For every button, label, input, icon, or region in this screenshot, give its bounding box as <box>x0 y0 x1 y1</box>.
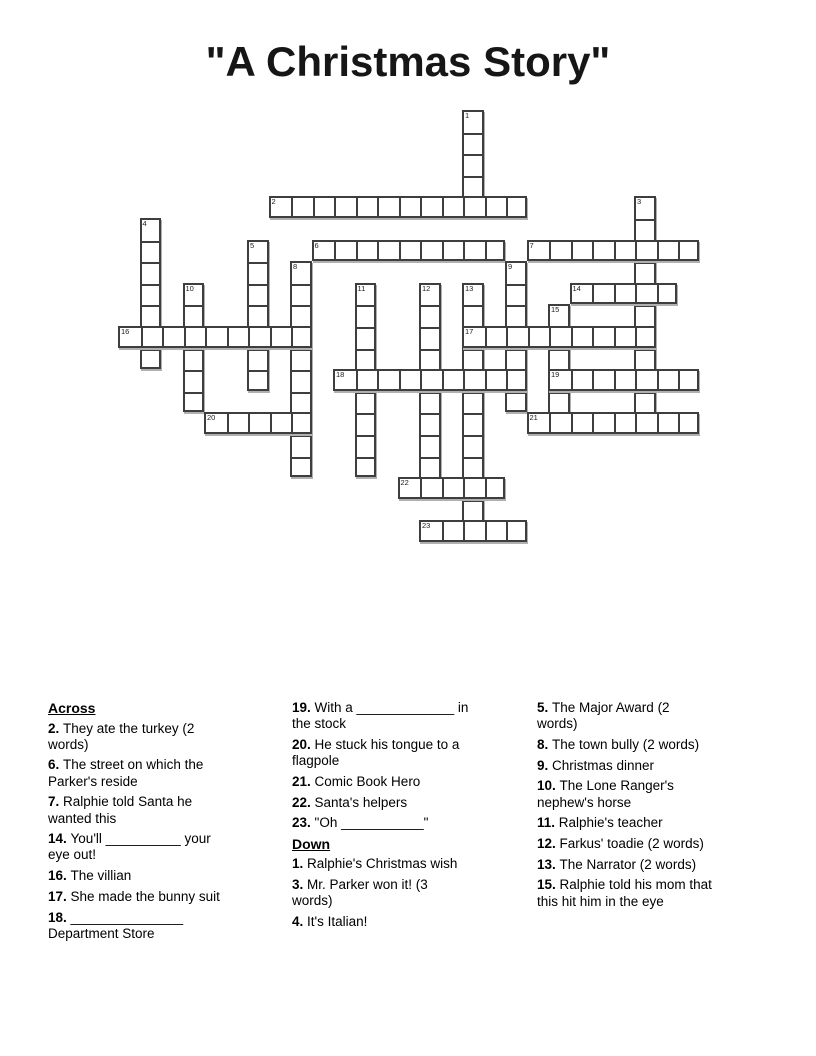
cell-border <box>249 370 267 372</box>
clue-number-label: 14. <box>48 831 71 847</box>
clue-number-label: 18. <box>48 909 71 925</box>
cell-border <box>249 305 267 307</box>
cell-border <box>614 328 616 346</box>
cell-border <box>227 414 229 432</box>
cell-border <box>464 392 482 394</box>
clue-20: 20. He stuck his tongue to a flagpole <box>292 736 460 769</box>
cell-border <box>635 371 637 389</box>
cell-border <box>506 328 508 346</box>
cell-border <box>142 284 160 286</box>
cell-border <box>421 349 439 351</box>
cell-border <box>507 284 525 286</box>
word-10-down[interactable] <box>183 283 205 413</box>
clue-number-label: 10. <box>537 778 560 794</box>
cell-border <box>356 371 358 389</box>
cell-border <box>421 457 439 459</box>
cell-border <box>442 522 444 540</box>
cell-border <box>657 414 659 432</box>
clue-number-label: 12. <box>537 835 560 851</box>
cell-border <box>507 349 525 351</box>
word-7-across[interactable] <box>527 240 699 262</box>
cell-border <box>185 370 203 372</box>
clue-21: 21. Comic Book Hero <box>292 773 421 789</box>
clue-23: 23. "Oh ___________" <box>292 815 429 831</box>
grid-number-21: 21 <box>529 413 538 423</box>
cell-border <box>636 349 654 351</box>
cell-border <box>657 285 659 303</box>
grid-number-16: 16 <box>121 327 130 336</box>
grid-number-5: 5 <box>250 240 255 250</box>
cell-border <box>550 392 568 394</box>
grid-number-20: 20 <box>207 413 216 423</box>
cell-border <box>485 242 487 260</box>
clues-heading-down: Down <box>292 835 331 852</box>
word-19-across[interactable] <box>548 369 699 391</box>
cell-border <box>463 371 465 389</box>
clue-number-label: 1. <box>292 856 308 872</box>
cell-border <box>248 328 250 346</box>
cell-border <box>507 305 525 307</box>
cell-border <box>592 285 594 303</box>
clue-5: 5. The Major Award (2 words) <box>537 700 670 732</box>
word-6-across[interactable] <box>312 240 506 262</box>
cell-border <box>549 242 551 260</box>
clue-number-label: 11. <box>537 815 559 831</box>
cell-border <box>507 392 525 394</box>
clues-heading-across: Across <box>48 700 96 716</box>
grid-number-17: 17 <box>465 327 474 336</box>
cell-border <box>292 435 310 437</box>
clue-2: 2. They ate the turkey (2 words) <box>48 720 195 752</box>
clue-22: 22. Santa's helpers <box>292 794 408 810</box>
cell-border <box>420 198 422 216</box>
cell-border <box>592 328 594 346</box>
cell-border <box>357 435 375 437</box>
grid-number-15: 15 <box>551 305 560 315</box>
cell-border <box>657 242 659 260</box>
cell-border <box>464 457 482 459</box>
clue-19: 19. With a _____________ in the stock <box>292 700 469 732</box>
word-13-down[interactable] <box>462 283 484 542</box>
cell-border <box>506 522 508 540</box>
cell-border <box>291 328 293 346</box>
cell-border <box>421 392 439 394</box>
cell-border <box>464 176 482 178</box>
clue-16: 16. The villian <box>48 868 132 884</box>
cell-border <box>635 414 637 432</box>
grid-number-11: 11 <box>357 283 366 293</box>
cell-border <box>464 305 482 307</box>
cell-border <box>420 479 422 497</box>
cell-border <box>313 198 315 216</box>
cell-border <box>377 198 379 216</box>
cell-border <box>464 435 482 437</box>
clue-number-label: 2. <box>48 720 64 736</box>
clue-number-label: 19. <box>292 700 315 715</box>
clue-14: 14. You'll __________ your eye out! <box>48 831 211 863</box>
cell-border <box>442 371 444 389</box>
cell-border <box>292 305 310 307</box>
clue-17: 17. She made the bunny suit <box>48 888 220 904</box>
clue-4: 4. It's Italian! <box>292 914 368 930</box>
clue-number-label: 6. <box>48 757 64 773</box>
cell-border <box>421 327 439 329</box>
cell-border <box>571 328 573 346</box>
clue-number-label: 16. <box>48 868 71 884</box>
cell-border <box>463 198 465 216</box>
cell-border <box>291 414 293 432</box>
cell-border <box>464 154 482 156</box>
cell-border <box>592 242 594 260</box>
cell-border <box>635 242 637 260</box>
grid-number-18: 18 <box>336 370 345 380</box>
clue-7: 7. Ralphie told Santa he wanted this <box>48 794 193 826</box>
cell-border <box>357 305 375 307</box>
cell-border <box>356 198 358 216</box>
cell-border <box>185 349 203 351</box>
grid-number-8: 8 <box>293 262 298 272</box>
clue-9: 9. Christmas dinner <box>537 757 655 773</box>
grid-number-3: 3 <box>637 197 642 207</box>
cell-border <box>549 414 551 432</box>
cell-border <box>205 328 207 346</box>
grid-number-12: 12 <box>422 283 431 293</box>
cell-border <box>464 413 482 415</box>
clue-column-2 <box>292 700 516 935</box>
clue-1: 1. Ralphie's Christmas wish <box>292 856 458 872</box>
cell-border <box>657 371 659 389</box>
word-2-across[interactable] <box>269 196 527 218</box>
cell-border <box>249 349 267 351</box>
cell-border <box>485 522 487 540</box>
clue-15: 15. Ralphie told his mom that this hit him in the eye <box>537 877 712 909</box>
cell-border <box>636 392 654 394</box>
cell-border <box>571 242 573 260</box>
clue-number-label: 20. <box>292 736 315 752</box>
cell-border <box>636 219 654 221</box>
clue-number-label: 8. <box>537 736 553 752</box>
cell-border <box>614 414 616 432</box>
word-21-across[interactable] <box>527 412 699 434</box>
cell-border <box>463 242 465 260</box>
word-14-across[interactable] <box>570 283 678 305</box>
cell-border <box>442 479 444 497</box>
cell-border <box>636 262 654 264</box>
cell-border <box>292 392 310 394</box>
cell-border <box>614 285 616 303</box>
cell-border <box>464 349 482 351</box>
clue-number-label: 9. <box>537 757 553 773</box>
word-3-down[interactable] <box>634 196 656 434</box>
grid-number-13: 13 <box>465 283 474 293</box>
cell-border <box>506 371 508 389</box>
cell-border <box>420 242 422 260</box>
cell-border <box>291 198 293 216</box>
cell-border <box>636 305 654 307</box>
clue-8: 8. The town bully (2 words) <box>537 736 700 752</box>
cell-border <box>421 413 439 415</box>
word-20-across[interactable] <box>204 412 312 434</box>
cell-border <box>162 328 164 346</box>
clue-10: 10. The Lone Ranger's nephew's horse <box>537 778 674 810</box>
clue-number-label: 23. <box>292 815 315 831</box>
cell-border <box>463 479 465 497</box>
cell-border <box>377 371 379 389</box>
clue-12: 12. Farkus' toadie (2 words) <box>537 835 704 851</box>
clue-number-label: 13. <box>537 856 560 872</box>
cell-border <box>292 370 310 372</box>
cell-border <box>292 284 310 286</box>
grid-number-22: 22 <box>400 478 409 488</box>
cell-border <box>249 262 267 264</box>
cell-border <box>357 413 375 415</box>
cell-border <box>420 371 422 389</box>
cell-border <box>292 349 310 351</box>
cell-border <box>421 435 439 437</box>
cell-border <box>442 198 444 216</box>
cell-border <box>184 328 186 346</box>
cell-border <box>571 371 573 389</box>
cell-border <box>142 349 160 351</box>
clue-number-label: 17. <box>48 888 71 904</box>
clue-6: 6. The street on which the Parker's reside <box>48 757 204 789</box>
cell-border <box>227 328 229 346</box>
cell-border <box>464 133 482 135</box>
clue-11: 11. Ralphie's teacher <box>537 815 663 831</box>
grid-number-9: 9 <box>508 262 513 272</box>
cell-border <box>185 392 203 394</box>
clue-number-label: 5. <box>537 700 553 715</box>
cell-border <box>571 414 573 432</box>
word-23-across[interactable] <box>419 520 527 542</box>
cell-border <box>357 349 375 351</box>
clue-number-label: 22. <box>292 794 315 810</box>
cell-border <box>270 328 272 346</box>
cell-border <box>442 242 444 260</box>
clue-number-label: 15. <box>537 877 560 893</box>
cell-border <box>334 242 336 260</box>
cell-border <box>485 479 487 497</box>
cell-border <box>614 371 616 389</box>
word-5-down[interactable] <box>247 240 269 391</box>
grid-number-1: 1 <box>465 111 470 120</box>
cell-border <box>678 242 680 260</box>
word-18-across[interactable] <box>333 369 527 391</box>
puzzle-title: "A Christmas Story" <box>205 38 611 85</box>
grid-number-4: 4 <box>142 219 147 228</box>
cell-border <box>357 327 375 329</box>
word-16-across[interactable] <box>118 326 312 348</box>
cell-border <box>550 349 568 351</box>
cell-border <box>399 242 401 260</box>
cell-border <box>614 242 616 260</box>
clue-number-label: 3. <box>292 877 308 893</box>
grid-number-10: 10 <box>185 283 194 293</box>
cell-border <box>549 328 551 346</box>
cell-border <box>142 305 160 307</box>
clue-number-label: 21. <box>292 773 315 789</box>
cell-border <box>635 285 637 303</box>
cell-border <box>464 500 482 502</box>
word-22-across[interactable] <box>398 477 506 499</box>
clue-18: 18. _______________ Department Store <box>48 909 184 941</box>
cell-border <box>678 371 680 389</box>
cell-border <box>528 328 530 346</box>
cell-border <box>485 328 487 346</box>
cell-border <box>248 414 250 432</box>
cell-border <box>334 198 336 216</box>
cell-border <box>506 198 508 216</box>
clue-column-3 <box>537 700 769 914</box>
grid-number-19: 19 <box>551 370 560 380</box>
grid-number-14: 14 <box>572 283 581 293</box>
cell-border <box>592 414 594 432</box>
cell-border <box>142 241 160 243</box>
cell-border <box>399 371 401 389</box>
cell-border <box>592 371 594 389</box>
cell-border <box>485 198 487 216</box>
cell-border <box>185 305 203 307</box>
cell-border <box>678 414 680 432</box>
cell-border <box>399 198 401 216</box>
cell-border <box>357 457 375 459</box>
cell-border <box>292 457 310 459</box>
cell-border <box>270 414 272 432</box>
cell-border <box>463 522 465 540</box>
cell-border <box>421 305 439 307</box>
word-17-across[interactable] <box>462 326 656 348</box>
cell-border <box>357 392 375 394</box>
cell-border <box>377 242 379 260</box>
cell-border <box>249 284 267 286</box>
clue-number-label: 4. <box>292 914 308 930</box>
clue-3: 3. Mr. Parker won it! (3 words) <box>292 877 428 909</box>
grid-number-2: 2 <box>271 197 276 207</box>
grid-number-7: 7 <box>529 240 534 250</box>
grid-number-6: 6 <box>314 240 319 250</box>
cell-border <box>485 371 487 389</box>
cell-border <box>142 262 160 264</box>
cell-border <box>141 328 143 346</box>
cell-border <box>635 328 637 346</box>
cell-border <box>356 242 358 260</box>
grid-number-23: 23 <box>422 521 431 531</box>
clue-number-label: 7. <box>48 794 64 810</box>
clue-column-1 <box>48 700 278 946</box>
word-8-down[interactable] <box>290 261 312 477</box>
clue-13: 13. The Narrator (2 words) <box>537 856 697 872</box>
word-12-down[interactable] <box>419 283 441 499</box>
